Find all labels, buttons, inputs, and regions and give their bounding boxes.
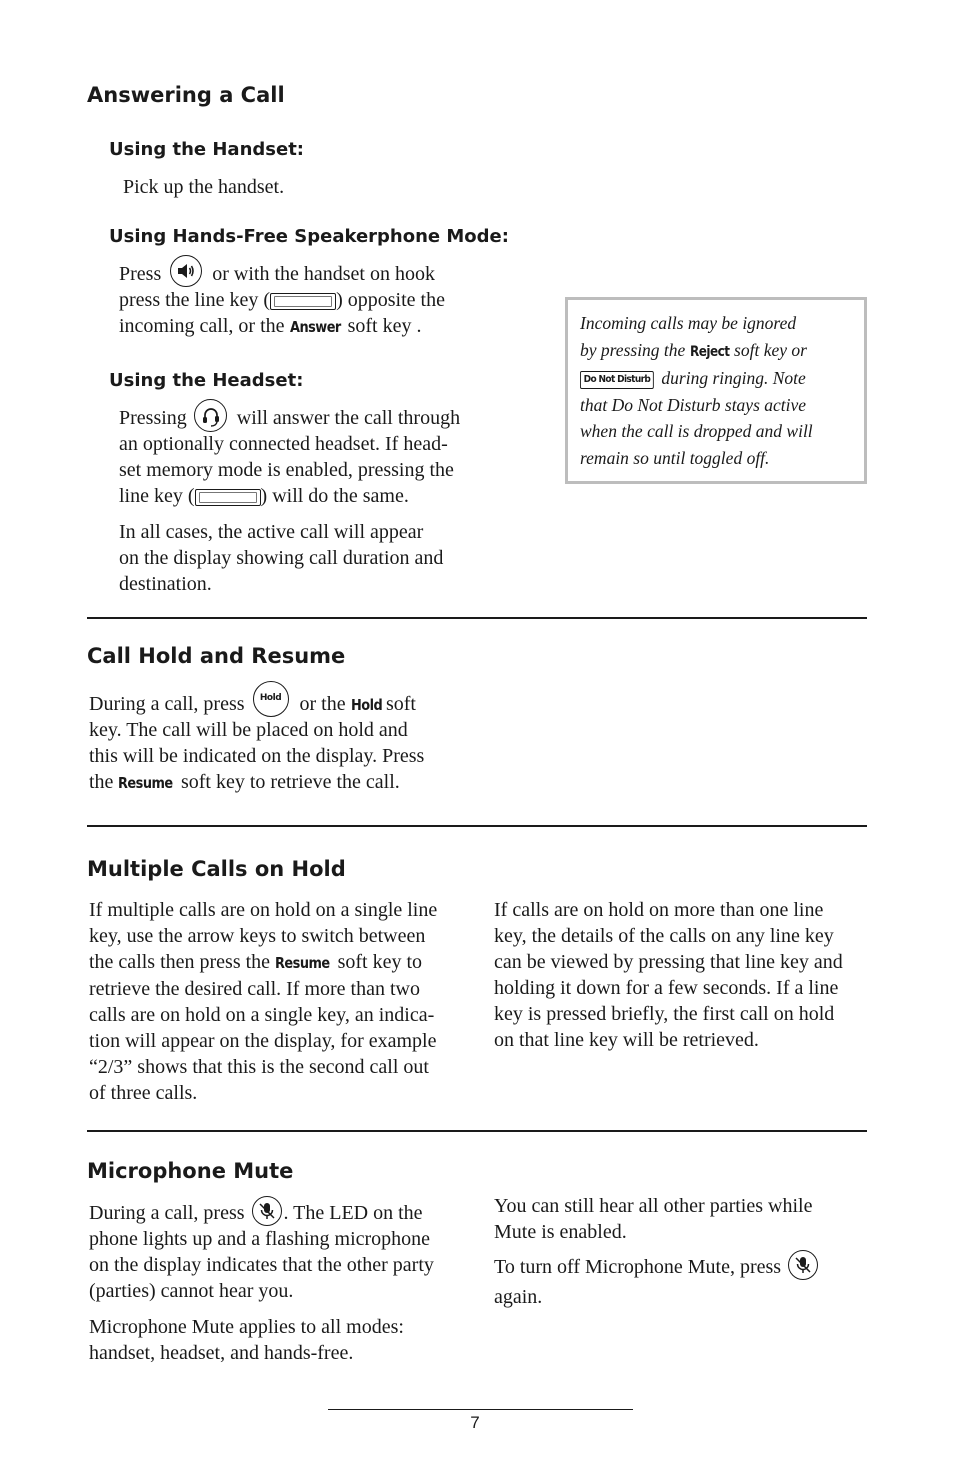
speakerphone-instructions	[119, 261, 445, 339]
text: ) will do the same.	[260, 485, 409, 507]
text: key, the details of the calls on any line key	[494, 925, 834, 947]
text: soft	[380, 693, 416, 715]
text: In all cases, the active call will appear	[119, 521, 424, 543]
text: If multiple calls are on hold on a single line	[89, 899, 438, 921]
section-title-mute: Microphone Mute	[87, 1159, 294, 1183]
text: key. The call will be placed on hold and	[89, 719, 408, 741]
mute-microphone-icon	[252, 1196, 282, 1226]
footer-rule	[328, 1409, 633, 1410]
text: calls are on hold on a single key, an indica-	[89, 1004, 435, 1026]
subheading-handset: Using the Handset:	[109, 139, 304, 160]
text: or the	[294, 693, 351, 715]
text: (parties) cannot hear you.	[89, 1280, 294, 1302]
note-text	[580, 310, 852, 471]
text: tion will appear on the display, for example	[89, 1030, 437, 1052]
text: remain so until toggled off.	[580, 447, 770, 468]
text: During a call, press	[89, 1202, 250, 1224]
text: Microphone Mute applies to all modes:	[89, 1316, 404, 1338]
text: on the display showing call duration and	[119, 547, 444, 569]
text: the calls then press the	[89, 951, 276, 973]
text: on that line key will be retrieved.	[494, 1029, 759, 1051]
section-divider	[87, 1130, 867, 1132]
text: the	[89, 771, 119, 793]
headset-instructions	[119, 405, 460, 597]
text: retrieve the desired call. If more than two	[89, 978, 420, 1000]
text: soft key to	[332, 951, 423, 973]
handset-instruction: Pick up the handset.	[123, 176, 285, 198]
text: on the display indicates that the other party	[89, 1254, 434, 1276]
text: press the line key (	[119, 289, 271, 311]
softkey-reject: Reject	[689, 343, 730, 360]
section-title-hold: Call Hold and Resume	[87, 644, 346, 668]
text: this will be indicated on the display. Press	[89, 745, 425, 767]
text: phone lights up and a flashing microphone	[89, 1228, 431, 1250]
line-key-icon	[195, 489, 261, 506]
text: again.	[494, 1286, 543, 1308]
speaker-icon	[170, 255, 202, 287]
subheading-headset: Using the Headset:	[109, 370, 304, 391]
text: handset, headset, and hands-free.	[89, 1342, 354, 1364]
softkey-resume: Resume	[118, 774, 174, 792]
mute-microphone-icon	[788, 1250, 818, 1280]
section-divider	[87, 617, 867, 619]
hold-instructions	[89, 691, 424, 795]
text: soft key or	[729, 339, 807, 360]
text: line key (	[119, 485, 195, 507]
hold-icon: Hold	[253, 681, 289, 717]
text: Press	[119, 263, 167, 285]
note-box	[565, 297, 867, 484]
page-number: 7	[470, 1413, 480, 1432]
do-not-disturb-key: Do Not Disturb	[580, 371, 654, 389]
text: ) opposite the	[336, 289, 445, 311]
text: Incoming calls may be ignored	[580, 313, 797, 333]
mute-right-text	[494, 1193, 818, 1310]
text: “2/3” shows that this is the second call out	[89, 1056, 429, 1078]
section-title-answering: Answering a Call	[87, 83, 285, 107]
text: during ringing. Note	[657, 368, 806, 388]
text: set memory mode is enabled, pressing the	[119, 459, 454, 481]
text: Mute is enabled.	[494, 1221, 627, 1243]
text: will answer the call through	[231, 407, 461, 429]
text: or with the handset on hook	[207, 263, 435, 285]
text: You can still hear all other parties while	[494, 1195, 813, 1217]
softkey-hold: Hold	[350, 696, 382, 714]
text: destination.	[119, 573, 212, 595]
headset-icon	[194, 399, 227, 432]
text: During a call, press	[89, 693, 250, 715]
subheading-speakerphone: Using Hands-Free Speakerphone Mode:	[109, 226, 509, 247]
text: To turn off Microphone Mute, press	[494, 1256, 787, 1278]
text: . The LED on the	[283, 1202, 423, 1224]
section-title-multiple: Multiple Calls on Hold	[87, 857, 346, 881]
text: by pressing the	[580, 339, 690, 360]
text: key is pressed briefly, the first call on hold	[494, 1003, 835, 1025]
text: key, use the arrow keys to switch between	[89, 925, 426, 947]
text: soft key to retrieve the call.	[175, 771, 400, 793]
line-key-icon	[270, 293, 336, 310]
section-divider	[87, 825, 867, 827]
multiple-left-text	[89, 897, 437, 1106]
text: of three calls.	[89, 1082, 198, 1104]
multiple-right-text	[494, 897, 843, 1053]
text: incoming call, or the	[119, 315, 290, 337]
mute-left-text	[89, 1200, 434, 1366]
softkey-resume: Resume	[275, 954, 330, 972]
text: an optionally connected headset. If head-	[119, 433, 448, 455]
text: can be viewed by pressing that line key and	[494, 951, 843, 973]
text: that Do Not Disturb stays active	[580, 394, 807, 415]
text: If calls are on hold on more than one line	[494, 899, 824, 921]
softkey-answer: Answer	[289, 318, 341, 336]
text: Pressing	[119, 407, 192, 429]
text: holding it down for a few seconds. If a line	[494, 977, 839, 999]
text: when the call is dropped and will	[580, 421, 813, 441]
text: soft key .	[342, 315, 422, 337]
